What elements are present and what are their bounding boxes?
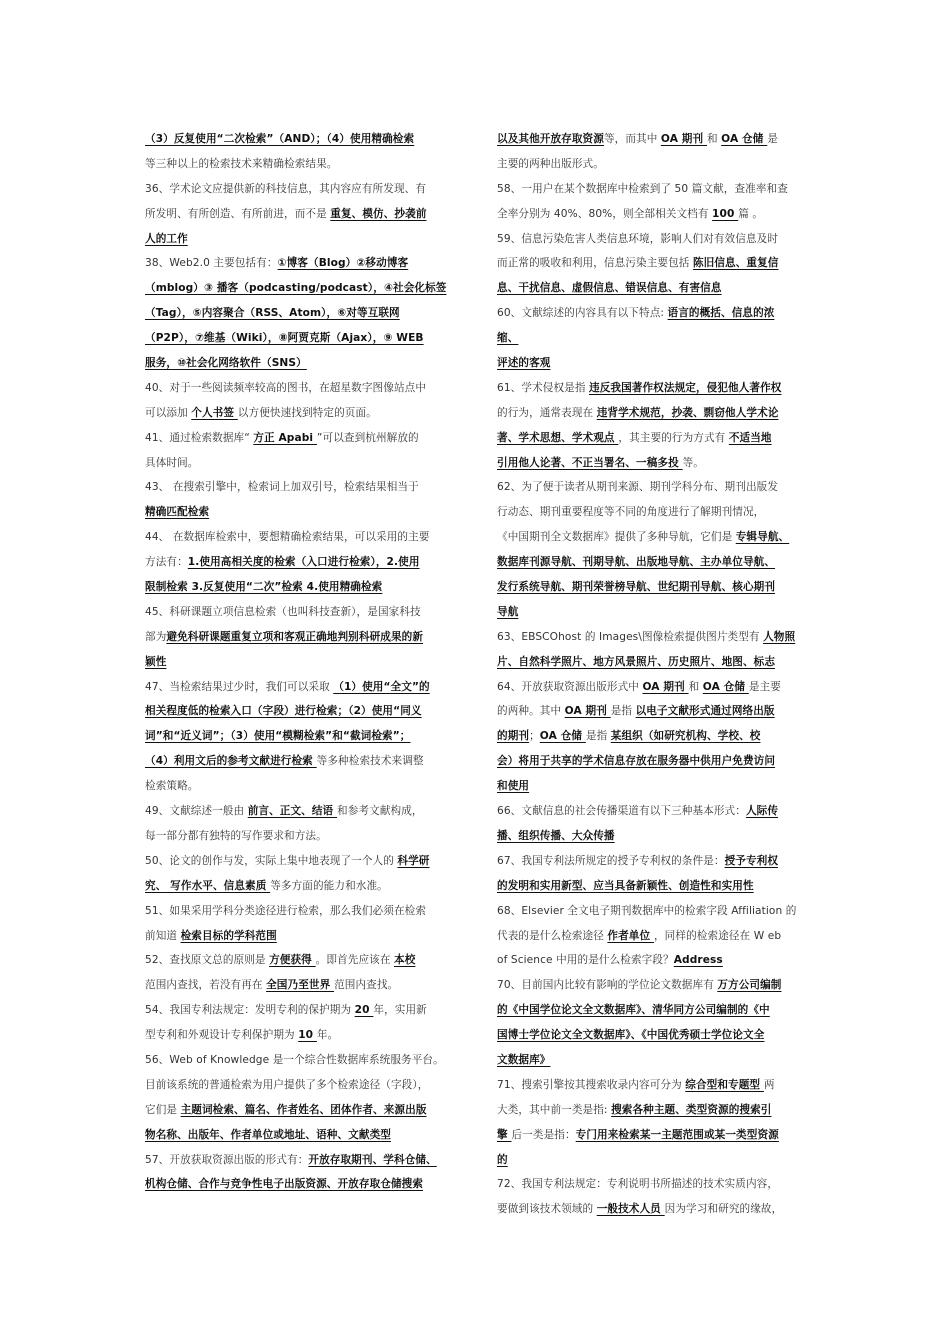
answer-text: 数据库刊源导航、刊期导航、出版地导航、主办单位导航、 — [497, 556, 776, 569]
answer-text: 物名称、出版年、作者单位或地址、语种、文献类型 — [145, 1128, 391, 1141]
text-line — [145, 177, 465, 202]
question-text: 是指 — [610, 705, 636, 718]
text-line — [497, 376, 817, 401]
answer-text: 以及其他开放存取资源 — [497, 133, 604, 145]
text-line — [497, 451, 817, 476]
question-text: 前知道 — [145, 929, 181, 942]
answer-text: 主题词检索、篇名、作者姓名、团体作者、来源出版 — [180, 1103, 427, 1116]
answer-text: 的《中国学位论文全文数据库》、清华同方公司编制的《中 — [497, 1004, 770, 1017]
answer-text: 的期刊 — [497, 730, 530, 743]
text-line — [497, 973, 817, 998]
text-line — [497, 227, 817, 252]
question-text: 年，实用新 — [373, 1004, 427, 1017]
text-line — [145, 475, 465, 500]
answer-text: 的 — [497, 1153, 508, 1166]
question-text: of Science 中用的是什么检索字段？ — [497, 954, 674, 967]
question-text: 71、搜索引擎按其搜索收录内容可分为 — [497, 1078, 686, 1091]
text-line — [497, 849, 817, 874]
text-line — [145, 774, 465, 799]
text-line — [145, 973, 465, 998]
question-text: 40、对于一些阅读频率较高的图书，在超星数字图像站点中 — [145, 381, 427, 394]
answer-text: 颖性 — [145, 655, 167, 668]
question-text: 51、如果采用学科分类途径进行检索，那么我们必须在检索 — [145, 904, 427, 917]
text-line — [497, 202, 817, 227]
question-text: 是指 — [585, 730, 611, 743]
answer-text: 科学研 — [397, 854, 430, 867]
question-text: 等多种检索技术来调整 — [316, 755, 424, 768]
text-line — [497, 152, 817, 177]
text-line — [497, 401, 817, 426]
question-text: ，同样的检索途径在 W eb — [653, 929, 782, 942]
text-line — [145, 1172, 465, 1197]
answer-text: OA 仓储 — [539, 730, 586, 743]
answer-text: 机构仓储、合作与竞争性电子出版资源、开放存取仓储搜索 — [145, 1178, 424, 1191]
question-text: ”可以查到杭州解放的 — [316, 431, 419, 444]
answer-text: 服务，⑩社会化网络软件（SNS） — [145, 357, 307, 370]
question-text: 后一类是指： — [511, 1128, 576, 1141]
text-line — [145, 650, 465, 675]
answer-text: 人际传 — [745, 805, 779, 818]
answer-text: 全国乃至世界 — [266, 979, 335, 992]
text-line — [145, 749, 465, 774]
answer-text: 专辑导航、 — [735, 531, 790, 544]
question-text: 范围内查找，若没有再在 — [145, 979, 267, 992]
answer-text: （mblog）③ 播客（podcasting/podcast），④社会化标签 — [145, 282, 447, 295]
question-text: 它们是 — [145, 1103, 181, 1116]
answer-text: 国博士学位论文全文数据库》、《中国优秀硕士学位论文全 — [497, 1029, 765, 1042]
question-text: 因为学习和研究的缘故， — [664, 1203, 783, 1216]
answer-text: 专门用来检索某一主题范围或某一类型资源 — [575, 1128, 779, 1141]
text-line — [497, 874, 817, 899]
answer-text: 导航 — [497, 605, 519, 618]
text-line — [145, 152, 465, 177]
answer-text: OA 仓储 — [702, 680, 749, 693]
question-text: 型专利和外观设计专利保护期为 — [145, 1029, 299, 1042]
answer-text: 发行系统导航、期刊荣誉榜导航、世纪期刊导航、核心期刊 — [497, 581, 776, 594]
text-line — [497, 899, 817, 924]
answer-text: 引用他人论著、不正当署名、一稿多投 — [497, 456, 683, 469]
text-line — [145, 451, 465, 476]
text-line — [145, 1073, 465, 1098]
text-line — [145, 376, 465, 401]
answer-text: Address — [673, 954, 723, 967]
answer-text: 重复、模仿、抄袭前 — [330, 207, 427, 220]
answer-text: （1）使用“全文”的 — [333, 680, 430, 693]
text-line — [497, 724, 817, 749]
text-line — [145, 202, 465, 227]
question-text: 而正常的吸收和利用，信息污染主要包括 — [497, 257, 693, 270]
question-text: 43、 在搜索引擎中，检索词上加双引号，检索结果相当于 — [145, 481, 419, 494]
text-line — [497, 1023, 817, 1048]
answer-text: （3）反复使用“二次检索”（AND）；（4）使用精确检索 — [145, 133, 415, 145]
text-line — [145, 799, 465, 824]
question-text: 篇 。 — [738, 207, 764, 220]
answer-text: ①博客（Blog）②移动博客 — [277, 257, 409, 270]
text-line — [145, 500, 465, 525]
question-text: 部为 — [145, 630, 167, 643]
text-line — [497, 475, 817, 500]
text-line — [145, 699, 465, 724]
question-text: 代表的是什么检索途径 — [497, 929, 608, 942]
answer-text: OA 仓储 — [721, 133, 768, 145]
question-text: 可以添加 — [145, 406, 192, 419]
text-line — [145, 849, 465, 874]
text-line — [497, 749, 817, 774]
text-line — [145, 1023, 465, 1048]
text-line — [145, 251, 465, 276]
answer-text: 会）将用于共享的学术信息存放在服务器中供用户免费访问 — [497, 755, 776, 768]
text-line — [497, 301, 817, 326]
question-text: 61、学术侵权是指 — [497, 381, 590, 394]
question-text: 49、文献综述一般由 — [145, 805, 248, 818]
answer-text: 语言的概括、信息的浓 — [667, 307, 775, 320]
question-text: ，其主要的行为方式有 — [618, 431, 729, 444]
text-line — [145, 899, 465, 924]
text-line — [497, 774, 817, 799]
text-line — [497, 351, 817, 376]
answer-text: 播、组织传播、大众传播 — [497, 829, 615, 842]
text-line — [145, 426, 465, 451]
answer-text: 方便获得 — [269, 954, 316, 967]
text-line — [497, 1197, 817, 1222]
answer-text: 1.使用高相关度的检索（入口进行检索），2.使用 — [187, 556, 420, 569]
question-text: 68、Elsevier 全文电子期刊数据库中的检索字段 Affiliation 的 — [497, 904, 797, 917]
question-text: 两 — [763, 1078, 775, 1091]
text-line — [497, 550, 817, 575]
text-line — [497, 1123, 817, 1148]
question-text: 范围内查找。 — [334, 979, 399, 992]
answer-text: 相关程度低的检索入口（字段）进行检索；（2）使用“同义 — [145, 705, 422, 718]
answer-text: 著、学术思想、学术观点 — [497, 431, 619, 444]
text-line — [145, 575, 465, 600]
question-text: 41、通过检索数据库“ — [145, 431, 254, 444]
answer-text: 缩、 — [497, 332, 519, 345]
text-line — [145, 276, 465, 301]
answer-text: 100 — [712, 207, 739, 220]
question-text: 每一部分都有独特的写作要求和方法。 — [145, 829, 327, 842]
question-text: 58、一用户在某个数据库中检索到了 50 篇文献，查准率和查 — [497, 182, 788, 195]
question-text: 行动态、期刊重要程度等不同的角度进行了解期刊情况， — [497, 506, 765, 519]
question-text: 54、我国专利法规定：发明专利的保护期为 — [145, 1004, 355, 1017]
text-line — [145, 525, 465, 550]
question-text: 年。 — [316, 1029, 339, 1042]
question-text: 的两种。其中 — [497, 705, 565, 718]
text-line — [497, 276, 817, 301]
answer-text: 人物照 — [763, 630, 796, 643]
text-line — [497, 1048, 817, 1073]
text-line — [497, 251, 817, 276]
question-text: 。即首先应该在 — [315, 954, 394, 967]
answer-text: 本校 — [394, 954, 416, 967]
answer-text: 10 — [298, 1029, 317, 1042]
question-text: 60、文献综述的内容具有以下特点: — [497, 307, 668, 320]
question-text: 56、Web of Knowledge 是一个综合性数据库系统服务平台。 — [145, 1053, 444, 1066]
question-text: 50、论文的创作与发，实际上集中地表现了一个人的 — [145, 854, 398, 867]
text-line — [497, 326, 817, 351]
answer-text: 搜索各种主题、类型资源的搜索引 — [611, 1103, 772, 1116]
question-text: 的行为，通常表现在 — [497, 406, 597, 419]
question-text: 36、学术论文应提供新的科技信息，其内容应有所发现、有 — [145, 182, 427, 195]
text-line — [497, 998, 817, 1023]
answer-text: 万方公司编制 — [717, 979, 782, 992]
answer-text: 授予专利权 — [724, 854, 779, 867]
text-line — [497, 948, 817, 973]
answer-text: 个人书签 — [191, 406, 238, 419]
answer-text: OA 期刊 — [564, 705, 611, 718]
text-line — [497, 127, 817, 152]
text-line — [497, 575, 817, 600]
question-text: 检索策略。 — [145, 780, 199, 793]
text-line — [145, 401, 465, 426]
text-line — [497, 500, 817, 525]
text-line — [497, 824, 817, 849]
question-text: 45、科研课题立项信息检索（也叫科技查新），是国家科技 — [145, 605, 421, 618]
answer-text: 以电子文献形式通过网络出版 — [635, 705, 775, 718]
text-line — [497, 600, 817, 625]
text-line — [497, 799, 817, 824]
text-line — [145, 824, 465, 849]
text-line — [497, 1098, 817, 1123]
text-line — [145, 301, 465, 326]
answer-text: （P2P），⑦维基（Wiki），⑧阿贾克斯（Ajax），⑨ WEB — [145, 332, 424, 345]
question-text: 等多方面的能力和水准。 — [270, 879, 388, 892]
question-text: 要做到该技术领域的 — [497, 1203, 597, 1216]
question-text: 38、Web2.0 主要包括有： — [145, 257, 278, 270]
answer-text: 违背学术规范，抄袭、剽窃他人学术论 — [596, 406, 779, 419]
question-text: 和参考文献构成， — [337, 805, 423, 818]
text-line — [145, 1148, 465, 1173]
text-line — [497, 699, 817, 724]
text-line — [145, 924, 465, 949]
answer-text: 的发明和实用新型、应当具备新颖性、创造性和实用性 — [497, 879, 754, 892]
question-text: 63、EBSCOhost 的 Images\图像检索提供图片类型有 — [497, 630, 764, 643]
answer-text: 评述的客观 — [497, 357, 551, 370]
answer-text: 不适当地 — [728, 431, 772, 444]
question-text: 等，而其中 — [603, 133, 661, 145]
question-text: 具体时间。 — [145, 456, 199, 469]
answer-text: 综合型和专题型 — [685, 1078, 764, 1091]
text-line — [145, 1098, 465, 1123]
question-text: ； — [529, 730, 540, 743]
text-line — [497, 1148, 817, 1173]
text-line — [145, 874, 465, 899]
question-text: 67、我国专利法所规定的授予专利权的条件是： — [497, 854, 725, 867]
question-text: 66、文献信息的社会传播渠道有以下三种基本形式： — [497, 805, 746, 818]
answer-text: 究、 写作水平、信息素质 — [145, 879, 271, 892]
answer-text: OA 期刊 — [642, 680, 689, 693]
question-text: 方法有： — [145, 556, 188, 569]
answer-text: 词”和“近义词”；（3）使用“模糊检索”和“截词检索”； — [145, 730, 411, 743]
question-text: 和 — [688, 680, 703, 693]
text-line — [145, 948, 465, 973]
question-text: 44、 在数据库检索中，要想精确检索结果，可以采用的主要 — [145, 531, 430, 544]
question-text: 和 — [706, 133, 722, 145]
answer-text: 精确匹配检索 — [145, 506, 210, 519]
text-line — [497, 924, 817, 949]
answer-text: 前言、正文、结语 — [247, 805, 338, 818]
answer-text: 息、干扰信息、虚假信息、错误信息、有害信息 — [497, 282, 722, 295]
answer-text: 擎 — [497, 1128, 512, 1141]
answer-text: 检索目标的学科范围 — [180, 929, 277, 942]
answer-text: 限制检索 3.反复使用“二次”检索 4.使用精确检索 — [145, 581, 383, 594]
question-text: 是 — [767, 133, 778, 145]
answer-text: 作者单位 — [607, 929, 654, 942]
answer-text: 某组织（如研究机构、学校、校 — [610, 730, 761, 743]
answer-text: （Tag），⑤内容聚合（RSS、Atom），⑥对等互联网 — [145, 307, 400, 320]
text-line — [145, 998, 465, 1023]
text-line — [497, 675, 817, 700]
answer-text: 开放存取期刊、学科仓储、 — [308, 1153, 437, 1166]
answer-text: 片、自然科学照片、地方风景照片、历史照片、地图、标志 — [497, 655, 776, 668]
text-line — [497, 650, 817, 675]
left-column — [145, 127, 465, 1197]
text-line — [497, 1073, 817, 1098]
question-text: 64、开放获取资源出版形式中 — [497, 680, 643, 693]
question-text: 所发明、有所创造、有所前进，而不是 — [145, 207, 331, 220]
right-column — [497, 127, 817, 1222]
answer-text: 违反我国著作权法规定，侵犯他人著作权 — [589, 381, 782, 394]
text-line — [497, 525, 817, 550]
question-text: 《中国期刊全文数据库》提供了多种导航，它们是 — [497, 531, 736, 544]
question-text: 是主要 — [748, 680, 781, 693]
question-text: 等。 — [682, 456, 704, 469]
question-text: 47、当检索结果过少时，我们可以采取 — [145, 680, 334, 693]
answer-text: 人的工作 — [145, 232, 188, 245]
text-line — [145, 326, 465, 351]
question-text: 以方便快速找到特定的页面。 — [237, 406, 377, 419]
text-line — [145, 127, 465, 152]
text-line — [145, 550, 465, 575]
question-text: 全率分别为 40%、80%，则全部相关文档有 — [497, 207, 713, 220]
question-text: 57、开放获取资源出版的形式有： — [145, 1153, 309, 1166]
text-line — [145, 1123, 465, 1148]
answer-text: OA 期刊 — [660, 133, 707, 145]
question-text: 59、信息污染危害人类信息环境，影响人们对有效信息及时 — [497, 232, 779, 245]
text-line — [145, 625, 465, 650]
text-line — [497, 426, 817, 451]
answer-text: 陈旧信息、重复信 — [692, 257, 779, 270]
answer-text: 避免科研课题重复立项和客观正确地判别科研成果的新 — [166, 630, 424, 643]
question-text: 目前该系统的普通检索为用户提供了多个检索途径（字段）， — [145, 1078, 429, 1091]
text-line — [497, 1172, 817, 1197]
question-text: 大类，其中前一类是指: — [497, 1103, 612, 1116]
answer-text: 文数据库》 — [497, 1053, 551, 1066]
text-line — [145, 724, 465, 749]
question-text: 52、查找原文总的原则是 — [145, 954, 270, 967]
question-text: 主要的两种出版形式。 — [497, 157, 604, 170]
answer-text: 方正 Apabi — [253, 431, 317, 444]
question-text: 62、为了便于读者从期刊来源、期刊学科分布、期刊出版发 — [497, 481, 779, 494]
question-text: 等三种以上的检索技术来精确检索结果。 — [145, 157, 338, 170]
text-line — [145, 227, 465, 252]
answer-text: 和使用 — [497, 780, 530, 793]
text-line — [145, 675, 465, 700]
text-line — [497, 625, 817, 650]
answer-text: （4）利用文后的参考文献进行检索 — [145, 755, 317, 768]
text-line — [145, 600, 465, 625]
text-line — [145, 1048, 465, 1073]
question-text: 70、目前国内比较有影响的学位论文数据库有 — [497, 979, 718, 992]
question-text: 72、我国专利法规定：专利说明书所描述的技术实质内容， — [497, 1178, 779, 1191]
answer-text: 20 — [354, 1004, 374, 1017]
answer-text: 一般技术人员 — [596, 1203, 665, 1216]
text-line — [497, 177, 817, 202]
text-line — [145, 351, 465, 376]
